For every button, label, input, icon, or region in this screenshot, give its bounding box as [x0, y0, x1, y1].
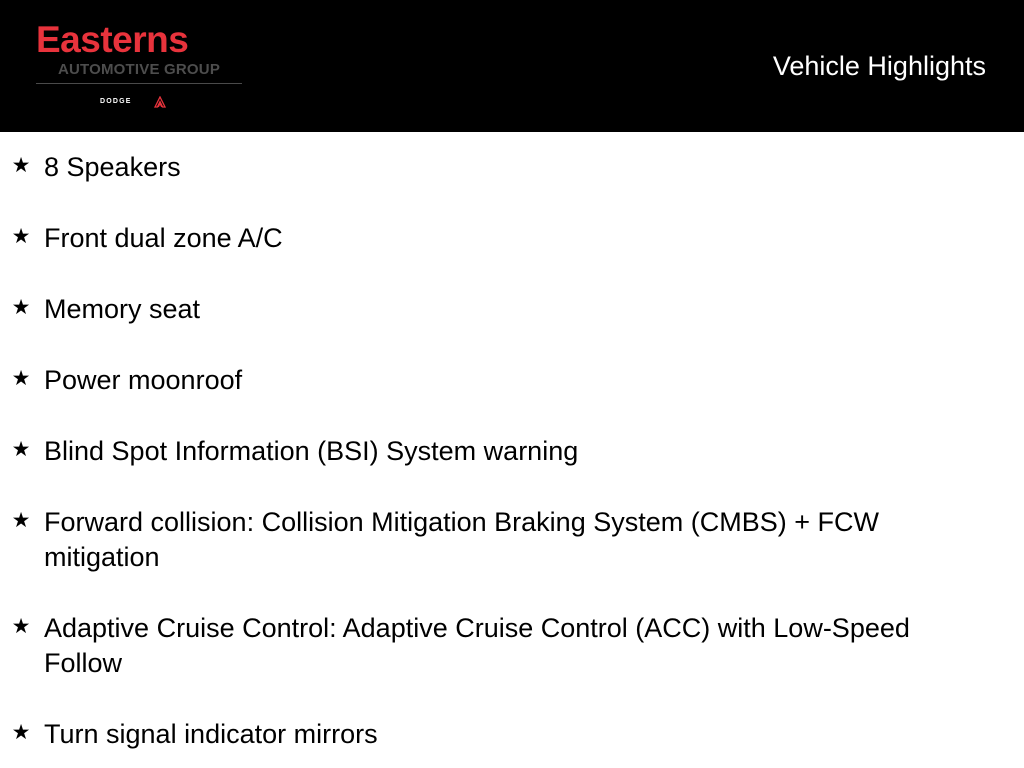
star-icon: ★ [11, 225, 31, 248]
highlight-text: 8 Speakers [44, 152, 181, 182]
list-item [0, 611, 1024, 681]
list-item [0, 221, 1024, 256]
list-item [0, 717, 1024, 752]
highlight-text: Forward collision: Collision Mitigation Braking System (CMBS) + FCW mitigation [44, 507, 879, 572]
logo-brand-text: DODGE [100, 98, 132, 105]
page-title: Vehicle Highlights [772, 51, 986, 81]
highlight-text: Front dual zone A/C [44, 223, 283, 253]
star-icon: ★ [11, 509, 31, 532]
highlight-text: Turn signal indicator mirrors [44, 719, 378, 749]
list-item [0, 505, 1024, 575]
star-icon: ★ [11, 615, 31, 638]
vehicle-highlights-list [0, 150, 1024, 768]
star-icon: ★ [11, 721, 31, 744]
star-icon: ★ [11, 154, 31, 177]
star-icon: ★ [11, 296, 31, 319]
logo-tagline: AUTOMOTIVE GROUP [57, 61, 221, 78]
dodge-stripes-icon [154, 96, 166, 108]
list-item [0, 150, 1024, 185]
list-item [0, 434, 1024, 469]
highlight-text: Power moonroof [44, 365, 243, 395]
logo-name: Easterns [36, 19, 189, 60]
dealer-logo[interactable] [36, 20, 242, 112]
highlight-text: Adaptive Cruise Control: Adaptive Cruise Control (ACC) with Low-Speed Follow [44, 613, 910, 678]
star-icon: ★ [11, 367, 31, 390]
highlight-text: Memory seat [44, 294, 201, 324]
dodge-brand-mark [100, 96, 170, 110]
list-item [0, 292, 1024, 327]
highlight-text: Blind Spot Information (BSI) System warning [44, 436, 579, 466]
logo-divider [36, 83, 242, 84]
list-item [0, 363, 1024, 398]
header-bar [0, 0, 1024, 132]
star-icon: ★ [11, 438, 31, 461]
